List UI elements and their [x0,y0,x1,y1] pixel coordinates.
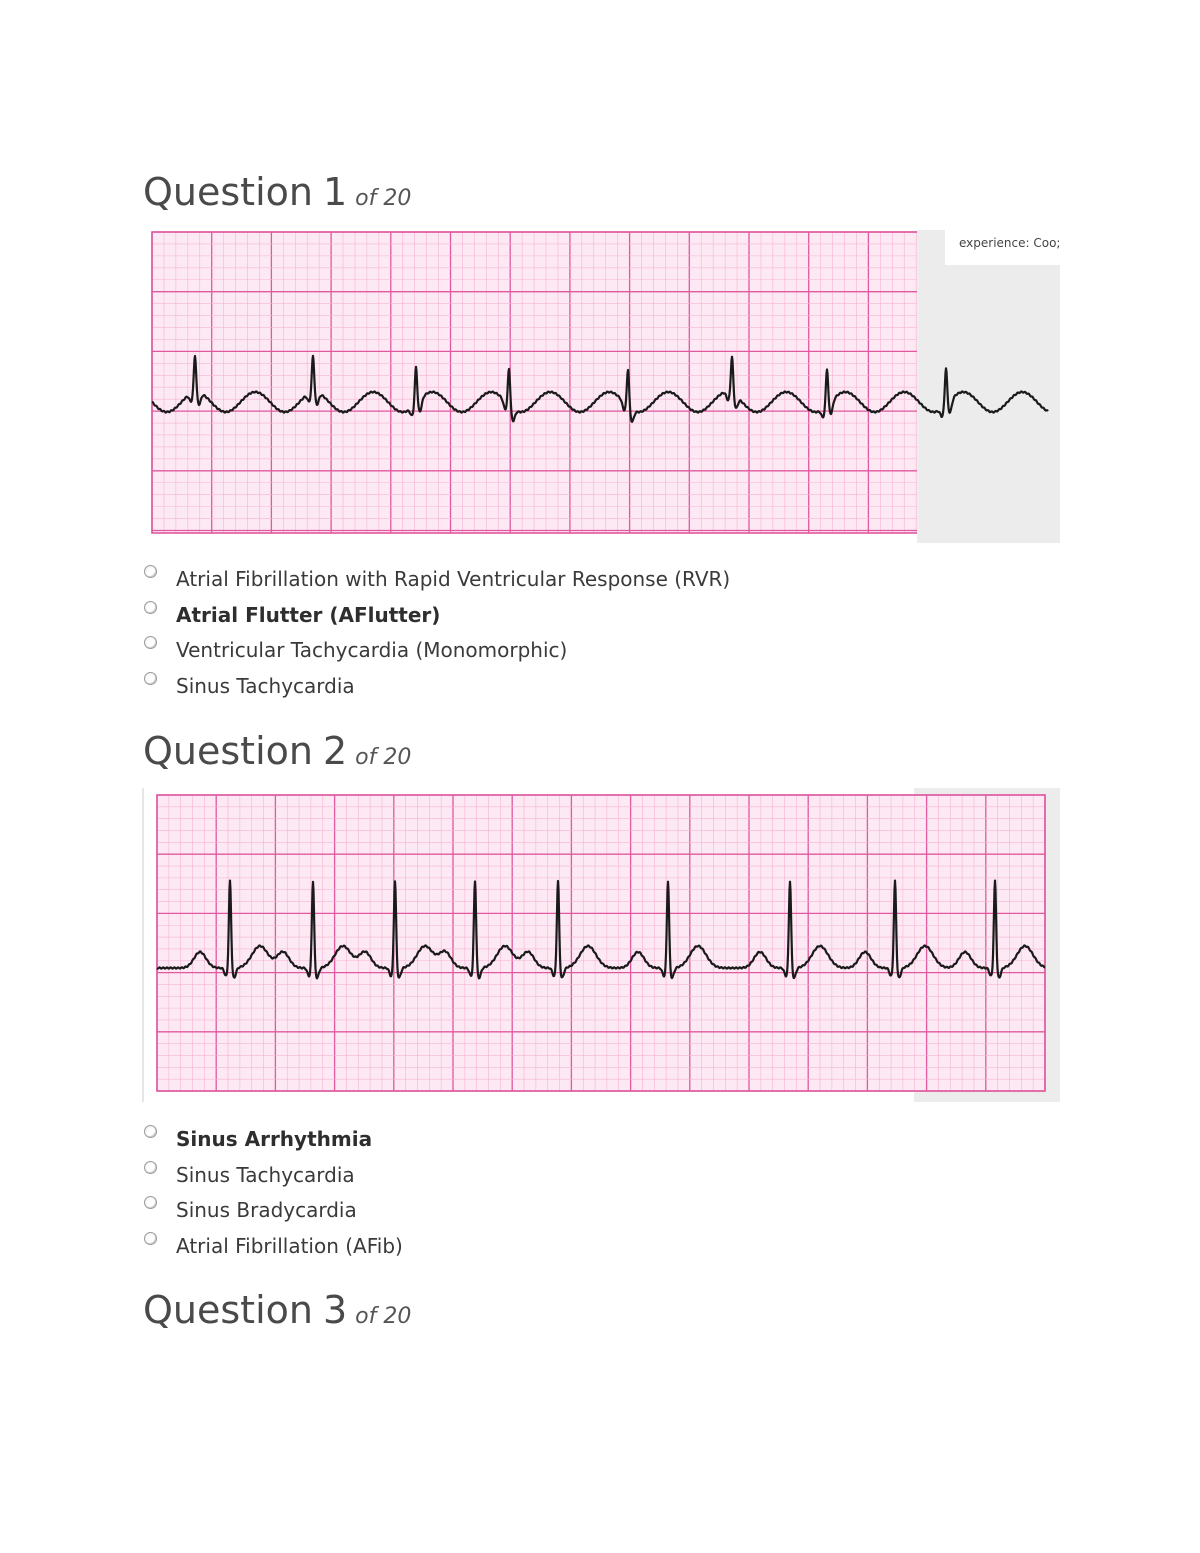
option-label: Atrial Fibrillation with Rapid Ventricular Response (RVR) [176,567,731,591]
option-label: Ventricular Tachycardia (Monomorphic) [176,638,568,662]
ecg-strip-question-2 [142,788,1060,1102]
question-total: of 20 [355,745,412,770]
radio-button[interactable] [144,672,157,685]
question-word: Question [143,729,313,773]
radio-button[interactable] [144,1196,157,1209]
ecg-paper [152,232,1048,533]
ecg-grid [152,232,1048,533]
question-3-title [143,1288,411,1332]
radio-button[interactable] [144,1125,157,1138]
radio-button[interactable] [144,565,157,578]
question-total: of 20 [355,186,412,211]
question-word: Question [143,170,313,214]
crop-caption: experience: Coo; [959,235,1060,250]
ecg-paper [157,795,1045,1091]
radio-button[interactable] [144,1161,157,1174]
question-number: 2 [322,729,348,773]
radio-button[interactable] [144,601,157,614]
radio-button[interactable] [144,1232,157,1245]
option-label: Sinus Tachycardia [176,673,355,698]
ecg-grid [157,795,1045,1091]
question-number: 1 [322,170,348,214]
ecg-strip-question-1 [150,230,1060,543]
option-label: Atrial Fibrillation (AFib) [176,1233,403,1258]
question-2-title [143,729,411,773]
strip-frame [917,230,1060,543]
option-label: Sinus Tachycardia [176,1162,355,1187]
option-label: Sinus Arrhythmia [176,1127,373,1151]
question-word: Question [143,1288,313,1332]
question-number: 3 [322,1288,348,1332]
question-total: of 20 [355,1304,412,1329]
option-label: Atrial Flutter (AFlutter) [176,602,441,627]
radio-button[interactable] [144,636,157,649]
question-1-title [143,170,411,214]
option-label: Sinus Bradycardia [176,1198,357,1222]
